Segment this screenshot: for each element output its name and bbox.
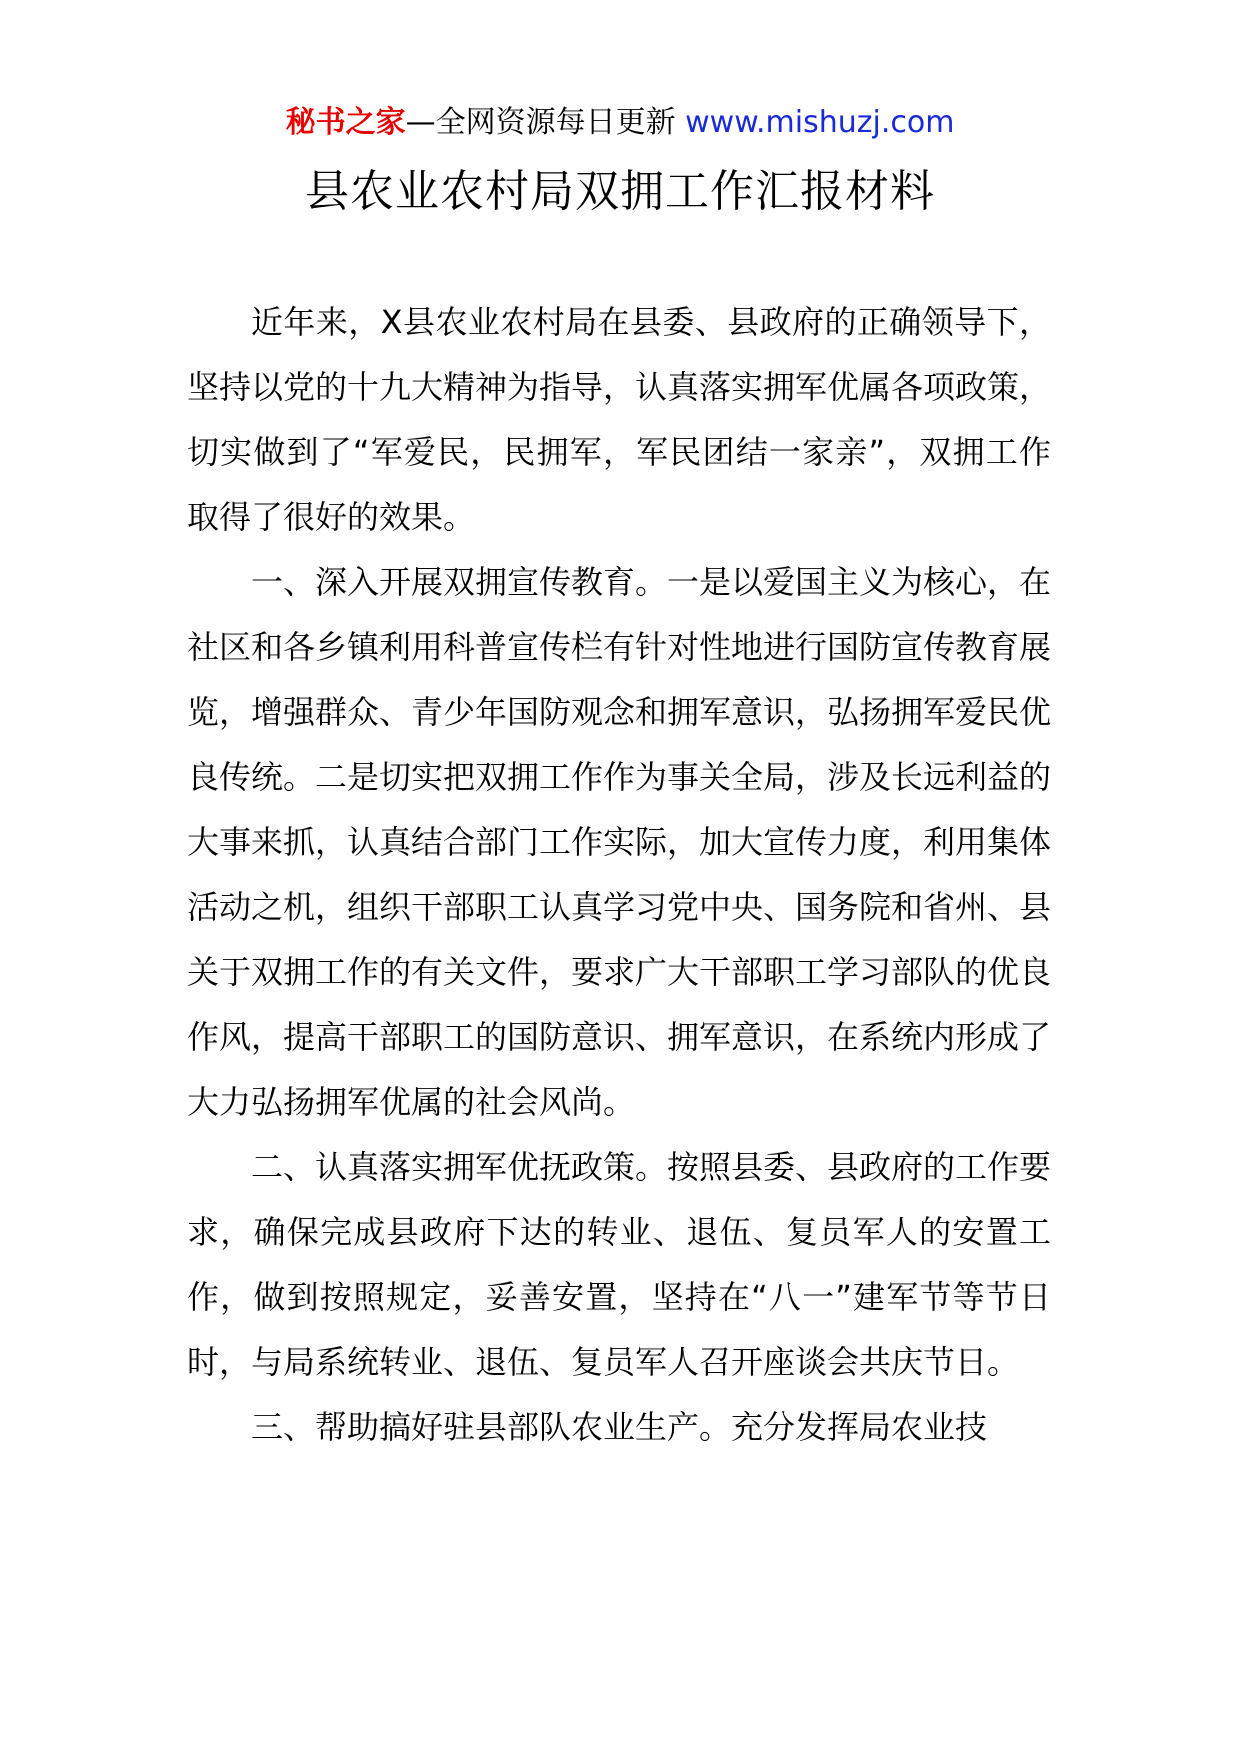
paragraph-intro: 近年来，X县农业农村局在县委、县政府的正确领导下，坚持以党的十九大精神为指导，认真落实拥军优属各项政策，切实做到了“军爱民，民拥军，军民团结一家亲”，双拥工作取得了很好的效果。 xyxy=(187,303,1052,536)
site-header xyxy=(0,100,1240,146)
site-url-link[interactable]: www.mishuzj.com xyxy=(685,105,955,140)
document-title: 县农业农村局双拥工作汇报材料 xyxy=(305,166,935,217)
paragraph-section-3: 三、帮助搞好驻县部队农业生产。充分发挥局农业技 xyxy=(251,1408,988,1446)
paragraph-section-1: 一、深入开展双拥宣传教育。一是以爱国主义为核心，在社区和各乡镇利用科普宣传栏有针对性地进行国防宣传教育展览，增强群众、青少年国防观念和拥军意识，弘扬拥军爱民优良传统。二是切实把双拥工作作为事关全局，涉及长远利益的大事来抓，认真结合部门工作实际，加大宣传力度，利用集体活动之机，组织干部职工认真学习党中央、国务院和省州、县关于双拥工作的有关文件，要求广大干部职工学习部队的优良作风，提高干部职工的国防意识、拥军意识，在系统内形成了大力弘扬拥军优属的社会风尚。 xyxy=(187,563,1052,1121)
paragraph-section-2: 二、认真落实拥军优抚政策。按照县委、县政府的工作要求，确保完成县政府下达的转业、退伍、复员军人的安置工作，做到按照规定，妥善安置，坚持在“八一”建军节等节日时，与局系统转业、退伍、复员军人召开座谈会共庆节日。 xyxy=(187,1148,1052,1381)
document-body xyxy=(187,290,1051,1460)
header-slogan: —全网资源每日更新 xyxy=(405,105,676,140)
brand-name: 秘书之家 xyxy=(285,105,406,140)
